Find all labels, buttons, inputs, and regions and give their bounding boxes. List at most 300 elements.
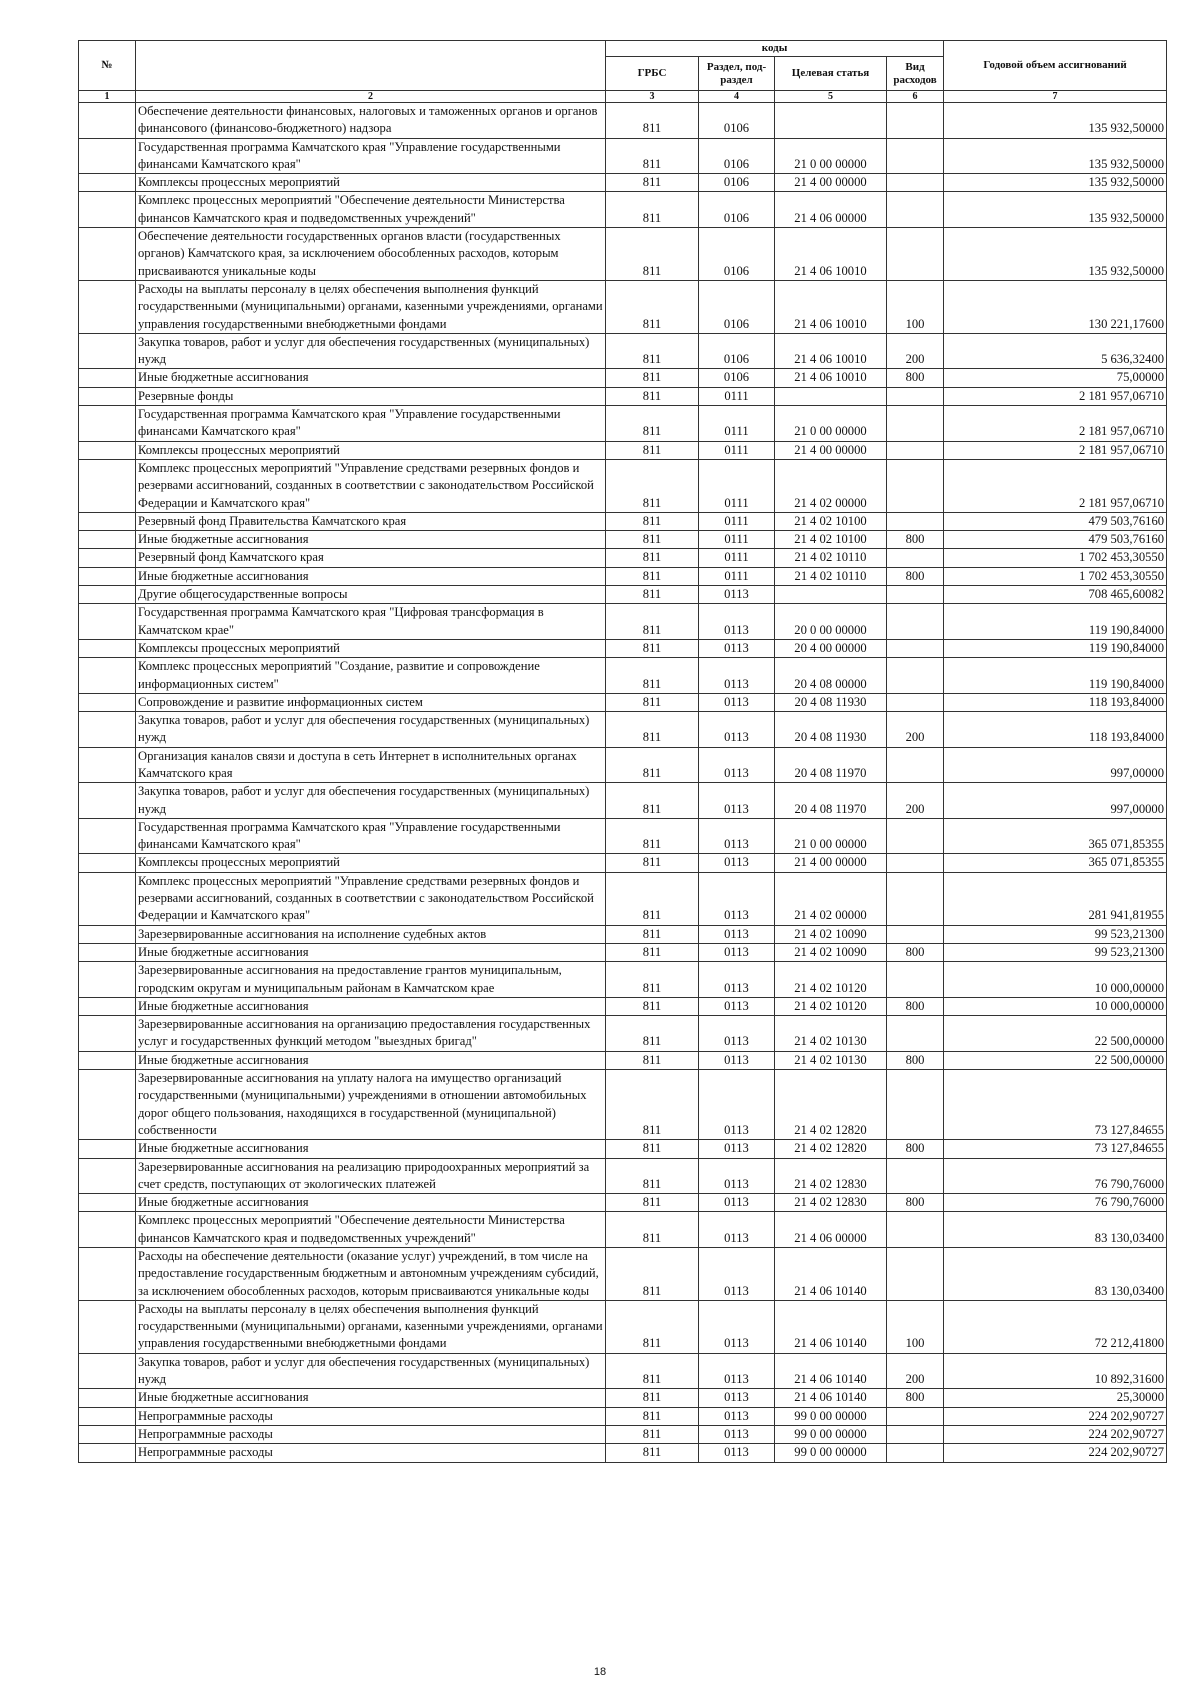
row-expense-type-cell [887, 1425, 944, 1443]
row-expense-type-cell [887, 962, 944, 998]
row-amount-cell: 83 130,03400 [944, 1212, 1167, 1248]
row-name-cell: Обеспечение деятельности финансовых, налоговых и таможенных органов и органов финансового (финансово-бюджетного) надзора [136, 103, 606, 139]
row-amount-cell: 130 221,17600 [944, 280, 1167, 333]
row-grbs-cell: 811 [606, 943, 699, 961]
row-name-cell: Обеспечение деятельности государственных органов власти (государственных органов) Камчатского края, за исключением обособленных расходов, которым присваиваются уникальные коды [136, 228, 606, 281]
row-number-cell [79, 333, 136, 369]
row-section-cell: 0113 [699, 783, 775, 819]
row-number-cell [79, 1353, 136, 1389]
table-row [79, 1070, 1167, 1140]
row-target-cell: 21 4 02 10130 [775, 1051, 887, 1069]
row-name-cell: Иные бюджетные ассигнования [136, 1051, 606, 1069]
row-target-cell: 21 4 02 00000 [775, 459, 887, 512]
table-row [79, 280, 1167, 333]
table-row [79, 1016, 1167, 1052]
row-name-cell: Комплекс процессных мероприятий "Обеспечение деятельности Министерства финансов Камчатского края и подведомственных учреждений" [136, 1212, 606, 1248]
table-row [79, 1158, 1167, 1194]
row-target-cell: 21 4 06 00000 [775, 192, 887, 228]
row-section-cell: 0111 [699, 387, 775, 405]
row-expense-type-cell: 800 [887, 1140, 944, 1158]
row-number-cell [79, 567, 136, 585]
row-number-cell [79, 1194, 136, 1212]
row-grbs-cell: 811 [606, 441, 699, 459]
header-expense-type: Вид расходов [887, 57, 944, 91]
row-expense-type-cell: 800 [887, 943, 944, 961]
row-grbs-cell: 811 [606, 369, 699, 387]
row-grbs-cell: 811 [606, 1248, 699, 1301]
row-section-cell: 0111 [699, 459, 775, 512]
row-number-cell [79, 1212, 136, 1248]
row-target-cell: 99 0 00 00000 [775, 1444, 887, 1462]
row-amount-cell: 135 932,50000 [944, 228, 1167, 281]
row-number-cell [79, 459, 136, 512]
row-name-cell: Расходы на выплаты персоналу в целях обеспечения выполнения функций государственными (муниципальными) органами, казенными учреждениями, органами управления государственными внебюджетными фондами [136, 280, 606, 333]
table-row [79, 783, 1167, 819]
row-grbs-cell: 811 [606, 1425, 699, 1443]
row-name-cell: Резервный фонд Камчатского края [136, 549, 606, 567]
row-number-cell [79, 586, 136, 604]
row-number-cell [79, 1407, 136, 1425]
row-expense-type-cell: 200 [887, 333, 944, 369]
row-section-cell: 0113 [699, 1140, 775, 1158]
row-grbs-cell: 811 [606, 531, 699, 549]
row-number-cell [79, 1016, 136, 1052]
row-target-cell: 20 0 00 00000 [775, 604, 887, 640]
row-name-cell: Зарезервированные ассигнования на исполнение судебных актов [136, 925, 606, 943]
row-name-cell: Закупка товаров, работ и услуг для обеспечения государственных (муниципальных) нужд [136, 783, 606, 819]
row-expense-type-cell [887, 549, 944, 567]
row-target-cell: 21 4 06 10010 [775, 369, 887, 387]
row-section-cell: 0113 [699, 712, 775, 748]
row-target-cell: 99 0 00 00000 [775, 1425, 887, 1443]
row-expense-type-cell: 800 [887, 1051, 944, 1069]
row-amount-cell: 22 500,00000 [944, 1051, 1167, 1069]
row-name-cell: Резервный фонд Правительства Камчатского края [136, 512, 606, 530]
table-row [79, 997, 1167, 1015]
row-target-cell [775, 103, 887, 139]
header-number: № [79, 41, 136, 91]
column-number: 5 [775, 91, 887, 103]
table-row [79, 103, 1167, 139]
row-name-cell: Непрограммные расходы [136, 1425, 606, 1443]
row-expense-type-cell [887, 1248, 944, 1301]
column-number: 2 [136, 91, 606, 103]
row-number-cell [79, 1300, 136, 1353]
row-grbs-cell: 811 [606, 103, 699, 139]
row-amount-cell: 2 181 957,06710 [944, 387, 1167, 405]
row-target-cell: 21 4 06 10140 [775, 1300, 887, 1353]
row-target-cell: 21 4 06 10140 [775, 1248, 887, 1301]
row-section-cell: 0113 [699, 1158, 775, 1194]
row-target-cell: 20 4 08 11970 [775, 783, 887, 819]
row-amount-cell: 479 503,76160 [944, 531, 1167, 549]
row-section-cell: 0113 [699, 639, 775, 657]
row-amount-cell: 10 000,00000 [944, 997, 1167, 1015]
row-grbs-cell: 811 [606, 1194, 699, 1212]
row-name-cell: Закупка товаров, работ и услуг для обеспечения государственных (муниципальных) нужд [136, 712, 606, 748]
row-expense-type-cell: 800 [887, 1194, 944, 1212]
row-name-cell: Комплексы процессных мероприятий [136, 639, 606, 657]
row-section-cell: 0113 [699, 604, 775, 640]
row-target-cell: 20 4 08 00000 [775, 658, 887, 694]
row-name-cell: Зарезервированные ассигнования на организацию предоставления государственных услуг и государственных функций методом "выездных бригад" [136, 1016, 606, 1052]
table-row [79, 441, 1167, 459]
row-grbs-cell: 811 [606, 1070, 699, 1140]
row-amount-cell: 22 500,00000 [944, 1016, 1167, 1052]
table-row [79, 604, 1167, 640]
row-section-cell: 0113 [699, 586, 775, 604]
row-name-cell: Закупка товаров, работ и услуг для обеспечения государственных (муниципальных) нужд [136, 333, 606, 369]
row-section-cell: 0113 [699, 1248, 775, 1301]
row-target-cell: 99 0 00 00000 [775, 1407, 887, 1425]
row-expense-type-cell: 200 [887, 1353, 944, 1389]
row-section-cell: 0113 [699, 747, 775, 783]
row-grbs-cell: 811 [606, 387, 699, 405]
header-target: Целевая статья [775, 57, 887, 91]
row-number-cell [79, 872, 136, 925]
row-amount-cell: 83 130,03400 [944, 1248, 1167, 1301]
row-section-cell: 0113 [699, 1407, 775, 1425]
row-amount-cell: 99 523,21300 [944, 943, 1167, 961]
table-row [79, 818, 1167, 854]
row-amount-cell: 1 702 453,30550 [944, 567, 1167, 585]
table-row [79, 387, 1167, 405]
row-target-cell: 21 4 02 10130 [775, 1016, 887, 1052]
row-section-cell: 0111 [699, 531, 775, 549]
row-grbs-cell: 811 [606, 962, 699, 998]
row-name-cell: Зарезервированные ассигнования на уплату налога на имущество организаций государственными (муниципальными) учреждениями в отношении автомобильных дорог общего пользования, находящихся в государственной (муниципальной) собственности [136, 1070, 606, 1140]
row-expense-type-cell: 200 [887, 783, 944, 819]
row-amount-cell: 1 702 453,30550 [944, 549, 1167, 567]
row-amount-cell: 118 193,84000 [944, 712, 1167, 748]
table-row [79, 1212, 1167, 1248]
row-expense-type-cell [887, 818, 944, 854]
row-number-cell [79, 228, 136, 281]
table-row [79, 693, 1167, 711]
row-grbs-cell: 811 [606, 1212, 699, 1248]
row-name-cell: Иные бюджетные ассигнования [136, 567, 606, 585]
row-grbs-cell: 811 [606, 712, 699, 748]
row-number-cell [79, 604, 136, 640]
row-target-cell [775, 387, 887, 405]
table-row [79, 962, 1167, 998]
row-expense-type-cell [887, 459, 944, 512]
row-section-cell: 0111 [699, 512, 775, 530]
row-number-cell [79, 747, 136, 783]
row-name-cell: Государственная программа Камчатского края "Управление государственными финансами Камчатского края" [136, 406, 606, 442]
row-number-cell [79, 280, 136, 333]
row-amount-cell: 365 071,85355 [944, 854, 1167, 872]
row-amount-cell: 2 181 957,06710 [944, 459, 1167, 512]
row-number-cell [79, 441, 136, 459]
column-number-row [79, 91, 1167, 103]
row-target-cell: 21 4 06 10010 [775, 228, 887, 281]
table-row [79, 369, 1167, 387]
row-name-cell: Зарезервированные ассигнования на реализацию природоохранных мероприятий за счет средств, поступающих от экологических платежей [136, 1158, 606, 1194]
row-expense-type-cell [887, 1212, 944, 1248]
row-grbs-cell: 811 [606, 138, 699, 174]
row-amount-cell: 76 790,76000 [944, 1194, 1167, 1212]
table-row [79, 512, 1167, 530]
row-amount-cell: 73 127,84655 [944, 1070, 1167, 1140]
row-grbs-cell: 811 [606, 872, 699, 925]
row-expense-type-cell [887, 1070, 944, 1140]
row-grbs-cell: 811 [606, 1140, 699, 1158]
row-grbs-cell: 811 [606, 997, 699, 1015]
row-number-cell [79, 658, 136, 694]
row-amount-cell: 119 190,84000 [944, 658, 1167, 694]
row-target-cell: 21 0 00 00000 [775, 818, 887, 854]
row-target-cell: 21 0 00 00000 [775, 138, 887, 174]
row-amount-cell: 10 892,31600 [944, 1353, 1167, 1389]
row-number-cell [79, 512, 136, 530]
table-row [79, 639, 1167, 657]
row-grbs-cell: 811 [606, 925, 699, 943]
row-expense-type-cell: 800 [887, 997, 944, 1015]
row-name-cell: Иные бюджетные ассигнования [136, 1389, 606, 1407]
row-target-cell [775, 586, 887, 604]
row-grbs-cell: 811 [606, 639, 699, 657]
table-row [79, 174, 1167, 192]
row-expense-type-cell [887, 854, 944, 872]
row-number-cell [79, 1070, 136, 1140]
row-name-cell: Комплексы процессных мероприятий [136, 854, 606, 872]
row-number-cell [79, 1158, 136, 1194]
row-expense-type-cell: 800 [887, 567, 944, 585]
row-section-cell: 0106 [699, 280, 775, 333]
row-amount-cell: 365 071,85355 [944, 818, 1167, 854]
table-row [79, 531, 1167, 549]
row-expense-type-cell [887, 387, 944, 405]
row-section-cell: 0113 [699, 1194, 775, 1212]
row-number-cell [79, 693, 136, 711]
row-section-cell: 0111 [699, 441, 775, 459]
row-target-cell: 21 4 02 10120 [775, 997, 887, 1015]
table-row [79, 333, 1167, 369]
row-name-cell: Резервные фонды [136, 387, 606, 405]
row-grbs-cell: 811 [606, 693, 699, 711]
row-grbs-cell: 811 [606, 280, 699, 333]
row-section-cell: 0111 [699, 406, 775, 442]
row-grbs-cell: 811 [606, 586, 699, 604]
row-section-cell: 0113 [699, 658, 775, 694]
table-row [79, 586, 1167, 604]
row-expense-type-cell [887, 658, 944, 694]
row-number-cell [79, 925, 136, 943]
table-row [79, 192, 1167, 228]
header-annual-volume: Годовой объем ассигнований [944, 41, 1167, 91]
row-expense-type-cell [887, 1016, 944, 1052]
row-target-cell: 20 4 08 11970 [775, 747, 887, 783]
row-amount-cell: 75,00000 [944, 369, 1167, 387]
row-target-cell: 21 4 02 10090 [775, 925, 887, 943]
row-section-cell: 0106 [699, 138, 775, 174]
row-expense-type-cell: 800 [887, 1389, 944, 1407]
row-amount-cell: 135 932,50000 [944, 138, 1167, 174]
row-section-cell: 0111 [699, 567, 775, 585]
row-number-cell [79, 369, 136, 387]
row-number-cell [79, 997, 136, 1015]
row-grbs-cell: 811 [606, 604, 699, 640]
row-number-cell [79, 712, 136, 748]
row-name-cell: Государственная программа Камчатского края "Управление государственными финансами Камчатского края" [136, 138, 606, 174]
row-expense-type-cell [887, 138, 944, 174]
row-name-cell: Расходы на выплаты персоналу в целях обеспечения выполнения функций государственными (муниципальными) органами, казенными учреждениями, органами управления государственными внебюджетными фондами [136, 1300, 606, 1353]
row-amount-cell: 5 636,32400 [944, 333, 1167, 369]
row-section-cell: 0113 [699, 997, 775, 1015]
table-row [79, 712, 1167, 748]
row-number-cell [79, 387, 136, 405]
row-expense-type-cell [887, 228, 944, 281]
row-name-cell: Зарезервированные ассигнования на предоставление грантов муниципальным, городским округам и муниципальным районам в Камчатском крае [136, 962, 606, 998]
row-expense-type-cell [887, 586, 944, 604]
row-number-cell [79, 943, 136, 961]
row-name-cell: Расходы на обеспечение деятельности (оказание услуг) учреждений, в том числе на предоставление государственным бюджетным и автономным учреждениям субсидий, за исключением обособленных расходов, которым присваиваются уникальные коды [136, 1248, 606, 1301]
row-number-cell [79, 854, 136, 872]
row-grbs-cell: 811 [606, 658, 699, 694]
row-number-cell [79, 174, 136, 192]
row-expense-type-cell: 100 [887, 280, 944, 333]
row-grbs-cell: 811 [606, 1444, 699, 1462]
row-number-cell [79, 549, 136, 567]
row-section-cell: 0113 [699, 693, 775, 711]
row-grbs-cell: 811 [606, 747, 699, 783]
row-target-cell: 21 4 00 00000 [775, 854, 887, 872]
row-grbs-cell: 811 [606, 512, 699, 530]
table-row [79, 459, 1167, 512]
row-section-cell: 0113 [699, 1051, 775, 1069]
row-amount-cell: 2 181 957,06710 [944, 441, 1167, 459]
row-expense-type-cell [887, 1444, 944, 1462]
row-name-cell: Комплекс процессных мероприятий "Создание, развитие и сопровождение информационных систем" [136, 658, 606, 694]
row-target-cell: 21 4 06 10010 [775, 280, 887, 333]
column-number: 7 [944, 91, 1167, 103]
column-number: 6 [887, 91, 944, 103]
row-section-cell: 0113 [699, 1070, 775, 1140]
row-grbs-cell: 811 [606, 549, 699, 567]
row-target-cell: 21 4 06 00000 [775, 1212, 887, 1248]
row-expense-type-cell [887, 441, 944, 459]
row-number-cell [79, 1248, 136, 1301]
row-grbs-cell: 811 [606, 1158, 699, 1194]
row-target-cell: 20 4 08 11930 [775, 712, 887, 748]
row-grbs-cell: 811 [606, 406, 699, 442]
row-target-cell: 21 4 02 12830 [775, 1158, 887, 1194]
row-section-cell: 0113 [699, 1425, 775, 1443]
table-row [79, 1300, 1167, 1353]
row-expense-type-cell: 800 [887, 369, 944, 387]
row-expense-type-cell [887, 406, 944, 442]
row-target-cell: 21 4 06 10010 [775, 333, 887, 369]
column-number: 3 [606, 91, 699, 103]
row-expense-type-cell [887, 512, 944, 530]
row-grbs-cell: 811 [606, 818, 699, 854]
row-section-cell: 0106 [699, 192, 775, 228]
table-row [79, 138, 1167, 174]
row-section-cell: 0106 [699, 369, 775, 387]
table-row [79, 1425, 1167, 1443]
column-number: 4 [699, 91, 775, 103]
row-name-cell: Непрограммные расходы [136, 1444, 606, 1462]
row-number-cell [79, 639, 136, 657]
table-row [79, 1194, 1167, 1212]
row-target-cell: 21 4 06 10140 [775, 1353, 887, 1389]
row-number-cell [79, 1140, 136, 1158]
row-target-cell: 20 4 00 00000 [775, 639, 887, 657]
row-section-cell: 0113 [699, 1353, 775, 1389]
row-name-cell: Комплекс процессных мероприятий "Управление средствами резервных фондов и резервами ассигнований, созданных в соответствии с законодательством Российской Федерации и Камчатского края" [136, 872, 606, 925]
row-section-cell: 0113 [699, 943, 775, 961]
table-row [79, 658, 1167, 694]
row-amount-cell: 2 181 957,06710 [944, 406, 1167, 442]
row-name-cell: Иные бюджетные ассигнования [136, 369, 606, 387]
row-target-cell: 20 4 08 11930 [775, 693, 887, 711]
row-amount-cell: 10 000,00000 [944, 962, 1167, 998]
row-name-cell: Закупка товаров, работ и услуг для обеспечения государственных (муниципальных) нужд [136, 1353, 606, 1389]
table-row [79, 925, 1167, 943]
row-number-cell [79, 962, 136, 998]
row-section-cell: 0106 [699, 103, 775, 139]
row-name-cell: Сопровождение и развитие информационных систем [136, 693, 606, 711]
row-expense-type-cell: 100 [887, 1300, 944, 1353]
row-number-cell [79, 1425, 136, 1443]
row-number-cell [79, 1051, 136, 1069]
table-row [79, 943, 1167, 961]
row-name-cell: Комплекс процессных мероприятий "Управление средствами резервных фондов и резервами ассигнований, созданных в соответствии с законодательством Российской Федерации и Камчатского края" [136, 459, 606, 512]
row-grbs-cell: 811 [606, 192, 699, 228]
row-target-cell: 21 4 02 10110 [775, 549, 887, 567]
row-grbs-cell: 811 [606, 1016, 699, 1052]
row-amount-cell: 708 465,60082 [944, 586, 1167, 604]
row-amount-cell: 479 503,76160 [944, 512, 1167, 530]
header-name [136, 41, 606, 91]
row-section-cell: 0113 [699, 854, 775, 872]
row-expense-type-cell [887, 747, 944, 783]
row-amount-cell: 72 212,41800 [944, 1300, 1167, 1353]
header-section: Раздел, под-раздел [699, 57, 775, 91]
row-target-cell: 21 0 00 00000 [775, 406, 887, 442]
row-expense-type-cell [887, 1407, 944, 1425]
row-name-cell: Иные бюджетные ассигнования [136, 943, 606, 961]
row-amount-cell: 99 523,21300 [944, 925, 1167, 943]
row-number-cell [79, 1444, 136, 1462]
row-amount-cell: 119 190,84000 [944, 604, 1167, 640]
column-number: 1 [79, 91, 136, 103]
row-expense-type-cell [887, 174, 944, 192]
table-row [79, 228, 1167, 281]
row-grbs-cell: 811 [606, 333, 699, 369]
row-amount-cell: 118 193,84000 [944, 693, 1167, 711]
row-number-cell [79, 818, 136, 854]
row-name-cell: Комплексы процессных мероприятий [136, 174, 606, 192]
row-section-cell: 0113 [699, 1444, 775, 1462]
row-name-cell: Организация каналов связи и доступа в сеть Интернет в исполнительных органах Камчатского края [136, 747, 606, 783]
row-name-cell: Непрограммные расходы [136, 1407, 606, 1425]
row-section-cell: 0113 [699, 872, 775, 925]
table-row [79, 1353, 1167, 1389]
row-section-cell: 0106 [699, 333, 775, 369]
row-grbs-cell: 811 [606, 1407, 699, 1425]
row-target-cell: 21 4 02 00000 [775, 872, 887, 925]
row-expense-type-cell [887, 192, 944, 228]
row-expense-type-cell [887, 604, 944, 640]
table-row [79, 854, 1167, 872]
row-grbs-cell: 811 [606, 1300, 699, 1353]
row-number-cell [79, 103, 136, 139]
row-grbs-cell: 811 [606, 567, 699, 585]
table-row [79, 1140, 1167, 1158]
row-grbs-cell: 811 [606, 459, 699, 512]
